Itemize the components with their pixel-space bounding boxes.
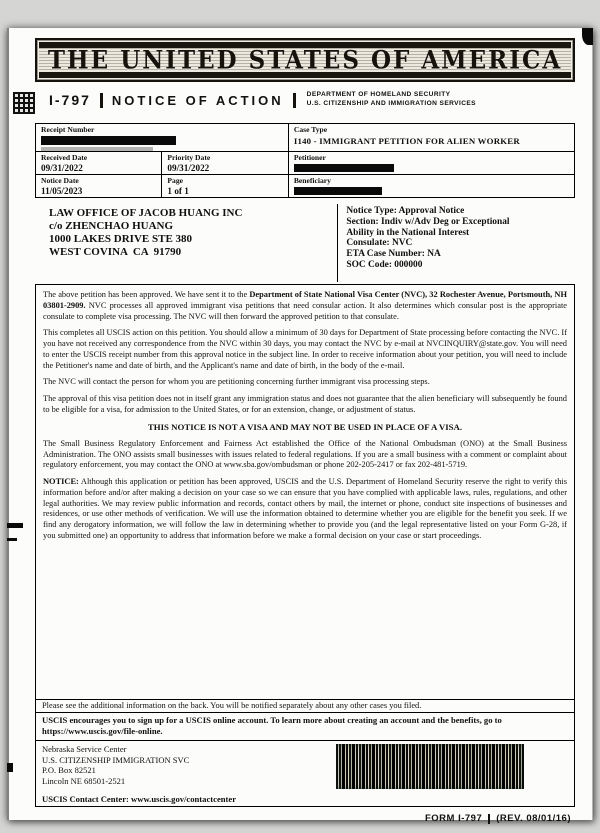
consulate-line: Consulate: NVC bbox=[346, 238, 413, 249]
receipt-number-label: Receipt Number bbox=[41, 125, 95, 134]
notice-body-text bbox=[36, 285, 574, 699]
case-info-table bbox=[35, 123, 575, 198]
redaction-smudge bbox=[41, 147, 153, 151]
page-value: 1 of 1 bbox=[167, 186, 189, 196]
divider-bar bbox=[293, 93, 296, 108]
petitioner-label: Petitioner bbox=[293, 153, 326, 162]
engraved-banner-inner bbox=[39, 42, 571, 78]
office-line: Lincoln NE 68501-2521 bbox=[42, 775, 126, 786]
footer-block bbox=[36, 740, 574, 793]
scan-mark-artifact bbox=[7, 523, 23, 528]
form-footer-revision: (REV. 08/01/16) bbox=[496, 813, 571, 825]
notice-info-block bbox=[337, 204, 575, 282]
scan-mark-artifact bbox=[582, 28, 593, 45]
online-account-note: USCIS encourages you to sign up for a USCIS online account. To learn more about creating an account and the benefits, go to https://www.uscis.gov/file-online. bbox=[36, 712, 574, 740]
recipient-line: 1000 LAKES DRIVE STE 380 bbox=[49, 233, 193, 245]
table-row bbox=[36, 152, 574, 175]
document-page bbox=[7, 28, 593, 825]
beneficiary-label: Beneficiary bbox=[293, 176, 331, 185]
recipient-address bbox=[35, 204, 337, 282]
form-title: NOTICE OF ACTION bbox=[111, 92, 284, 108]
notice-date-value: 11/05/2023 bbox=[41, 186, 83, 196]
section-line: Section: Indiv w/Adv Deg or Exceptional bbox=[346, 216, 510, 227]
scan-edge-artifact bbox=[592, 28, 593, 820]
paragraph-text-bold: Department of State National Visa Center (NVC), 32 Rochester Avenue, Portsmouth, NH 03801-2909. bbox=[43, 290, 567, 310]
recipient-line: WEST COVINA CA 91790 bbox=[49, 246, 182, 258]
page-cell bbox=[162, 175, 288, 197]
contact-center-line: USCIS Contact Center: www.uscis.gov/contactcenter bbox=[42, 794, 237, 805]
paragraph-approval bbox=[43, 290, 567, 322]
qr-code-icon bbox=[13, 92, 35, 114]
notice-date-cell bbox=[36, 175, 162, 197]
table-row bbox=[36, 175, 574, 197]
form-footer-code: FORM I-797 bbox=[424, 813, 483, 825]
paragraph-verification-notice bbox=[43, 477, 567, 542]
paragraph-nvc-contact: The NVC will contact the person for whom you are petitioning concerning further immigrant visa processing steps. bbox=[43, 377, 430, 387]
form-footer bbox=[35, 813, 575, 824]
form-code-label: I-797 bbox=[49, 92, 91, 108]
paragraph-approval-disclaimer: The approval of this visa petition does not in itself grant any immigration status and does not guarantee that the alien beneficiary will subsequently be found to be eligible for a visa, for admission to the United States, or for an extension, change, or adjustment of status. bbox=[43, 394, 567, 414]
office-line: P.O. Box 82521 bbox=[42, 765, 96, 776]
eta-case-number-line: ETA Case Number: NA bbox=[346, 249, 441, 260]
dept-line1: DEPARTMENT OF HOMELAND SECURITY bbox=[306, 91, 451, 99]
recipient-line: c/o ZHENCHAO HUANG bbox=[49, 220, 174, 232]
receipt-number-cell bbox=[36, 124, 289, 151]
case-type-cell bbox=[289, 124, 574, 151]
address-section bbox=[35, 204, 575, 282]
notice-date-label: Notice Date bbox=[41, 176, 79, 185]
notice-type-line: Notice Type: Approval Notice bbox=[346, 206, 465, 216]
section-line: Ability in the National Interest bbox=[346, 227, 470, 238]
recipient-line: LAW OFFICE OF JACOB HUANG INC bbox=[49, 207, 243, 219]
divider-bar bbox=[100, 93, 103, 108]
banner-title: THE UNITED STATES OF AMERICA bbox=[47, 45, 563, 75]
paragraph-uscis-action: This completes all USCIS action on this petition. You should allow a minimum of 30 days for Department of State processing before contacting the NVC. If you have not received any correspondence from the NVC within 30 days, you may contact the NVC by e-mail at NVCINQUIRY@state.gov. You will need to enter the USCIS receipt number from this approval notice in the subject line. In order to receive information about your petition, you will need to include the Petitioner's name and date of birth, and the Applicant's name and date of birth, in the body of the e-mail. bbox=[43, 328, 567, 370]
petitioner-cell bbox=[289, 152, 574, 174]
office-line: Nebraska Service Center bbox=[42, 744, 127, 755]
priority-date-label: Priority Date bbox=[167, 153, 211, 162]
paragraph-ombudsman: The Small Business Regulatory Enforcement and Fairness Act established the Office of the National Ombudsman (ONO) at the Small Business Administration. The ONO assists small businesses with issues related to federal regulations. If you are a small business with a comment or complaint about regulatory enforcement, you may contact the ONO at www.sba.gov/ombudsman or phone 202-205-2417 or fax 202-481-5719. bbox=[43, 438, 567, 470]
form-header bbox=[49, 89, 575, 111]
received-date-value: 09/31/2022 bbox=[41, 163, 83, 173]
beneficiary-cell bbox=[289, 175, 574, 197]
case-type-value: I140 - IMMIGRANT PETITION FOR ALIEN WORKER bbox=[293, 136, 520, 146]
service-center-address bbox=[36, 741, 336, 793]
office-line: U.S. CITIZENSHIP IMMIGRATION SVC bbox=[42, 754, 190, 765]
priority-date-value: 09/31/2022 bbox=[167, 163, 210, 173]
soc-code-line: SOC Code: 000000 bbox=[346, 259, 423, 270]
case-type-label: Case Type bbox=[293, 125, 328, 134]
paragraph-text: NVC processes all approved immigrant visa petitions that need consular action. It also determines which consular post is the appropriate consulate to complete visa processing. The NVC will then forward the approved petition to that consulate. bbox=[43, 300, 567, 321]
priority-date-cell bbox=[162, 152, 288, 174]
back-information-note: Please see the additional information on the back. You will be notified separately about any other cases you filed. bbox=[36, 699, 574, 712]
scan-mark-artifact bbox=[7, 538, 17, 541]
engraved-banner bbox=[35, 38, 575, 82]
received-date-label: Received Date bbox=[41, 153, 88, 162]
redaction-bar bbox=[41, 136, 176, 145]
notice-body-box bbox=[35, 284, 575, 807]
page-label: Page bbox=[167, 176, 184, 185]
table-row bbox=[36, 124, 574, 152]
paragraph-text: The above petition has been approved. We have sent it to the bbox=[43, 290, 250, 299]
scan-mark-artifact bbox=[7, 763, 13, 772]
not-a-visa-notice: THIS NOTICE IS NOT A VISA AND MAY NOT BE USED IN PLACE OF A VISA. bbox=[147, 421, 463, 432]
divider-bar bbox=[488, 814, 490, 824]
received-date-cell bbox=[36, 152, 162, 174]
notice-label: NOTICE: bbox=[43, 477, 79, 486]
redaction-bar bbox=[294, 164, 394, 172]
paragraph-text: Although this application or petition has been approved, USCIS and the U.S. Department of Homeland Security reserve the right to verify this information before and/or after making a decision on your case so we can ensure that you have complied with applicable laws, rules, regulations, and other legal authorities. We may review public information and records, contact others by mail, the internet or phone, conduct site inspections of businesses and residences, or use other methods of verification. We will use the information obtained to determine whether you are eligible for the benefit you seek. If we find any derogatory information, we will follow the law in determining whether to provide you (and the legal representative listed on your Form G-28, if you submitted one) an opportunity to address that information before we make a formal decision on your case or start proceedings. bbox=[43, 477, 567, 540]
redaction-bar bbox=[294, 187, 382, 195]
department-block bbox=[307, 91, 476, 109]
barcode bbox=[336, 744, 524, 789]
scan-edge-artifact bbox=[7, 28, 9, 820]
dept-line2: U.S. CITIZENSHIP AND IMMIGRATION SERVICES bbox=[306, 100, 476, 107]
